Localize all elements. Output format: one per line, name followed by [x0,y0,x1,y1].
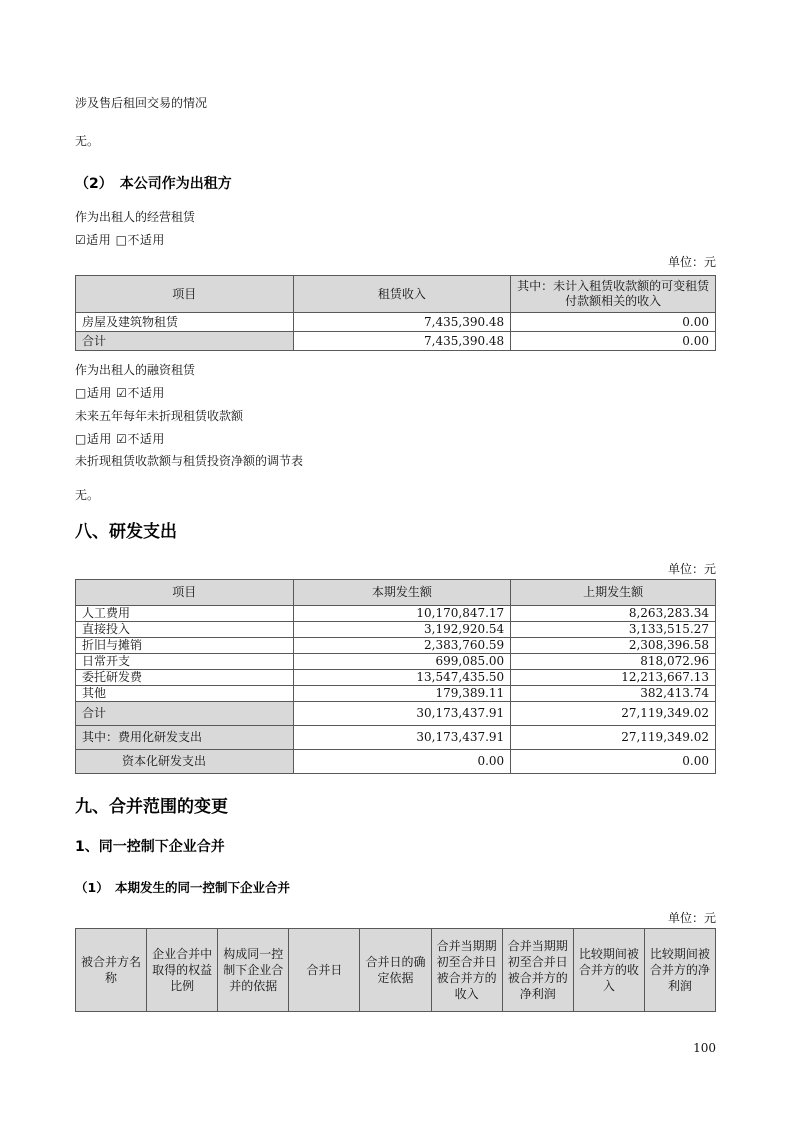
row-value: 0.00 [511,332,716,351]
column-header: 比较期间被合并方的净利润 [644,929,715,1012]
row-value: 27,119,349.02 [511,702,716,726]
row-value: 382,413.74 [511,686,716,702]
row-label: 其中：费用化研发支出 [76,726,294,750]
row-value: 13,547,435.50 [293,670,511,686]
page-number: 100 [693,1041,716,1055]
heading-company-as-lessor: （2） 本公司作为出租方 [75,176,232,192]
row-label: 房屋及建筑物租赁 [76,313,294,332]
row-label: 其他 [76,686,294,702]
heading-common-control-merger: 1、同一控制下企业合并 [75,839,225,855]
table-row [76,702,716,726]
row-value: 7,435,390.48 [293,332,511,351]
none-statement-2: 无。 [75,488,100,502]
operating-lease-table [75,275,716,351]
table-row [76,670,716,686]
unit-label: 单位：元 [667,562,716,576]
row-value: 3,133,515.27 [511,622,716,638]
operating-lease-label: 作为出租人的经营租赁 [75,210,196,224]
applicability-line-operating: ☑适用 □不适用 [75,233,165,247]
column-header: 其中：未计入租赁收款额的可变租赁付款额相关的收入 [511,276,716,313]
column-header: 企业合并中取得的权益比例 [147,929,218,1012]
row-label: 直接投入 [76,622,294,638]
rd-expenditure-table [75,579,716,774]
table-header-row [76,276,716,313]
merger-table [75,928,716,1012]
column-header: 项目 [76,580,294,606]
column-header: 上期发生额 [511,580,716,606]
none-statement-1: 无。 [75,134,100,148]
row-label: 折旧与摊销 [76,638,294,654]
row-value: 30,173,437.91 [293,702,511,726]
column-header: 合并当期期初至合并日被合并方的收入 [431,929,502,1012]
table-row [76,654,716,670]
heading-consolidation-scope-change: 九、合并范围的变更 [75,797,228,817]
column-header: 本期发生额 [293,580,511,606]
row-value: 8,263,283.34 [511,606,716,622]
row-label: 日常开支 [76,654,294,670]
page-content [75,95,716,1012]
column-header: 合并当期期初至合并日被合并方的净利润 [502,929,573,1012]
table-header-row [76,929,716,1012]
unit-label: 单位：元 [667,255,716,269]
column-header: 项目 [76,276,294,313]
row-value: 0.00 [511,313,716,332]
unit-label: 单位：元 [667,911,716,925]
row-value: 0.00 [511,750,716,774]
row-value: 27,119,349.02 [511,726,716,750]
table-row [76,726,716,750]
row-value: 818,072.96 [511,654,716,670]
column-header: 租赁收入 [293,276,511,313]
table-header-row [76,580,716,606]
row-value: 2,383,760.59 [293,638,511,654]
applicability-line-finance: □适用 ☑不适用 [75,386,165,400]
row-label: 委托研发费 [76,670,294,686]
future-receipts-label: 未来五年每年未折现租赁收款额 [75,409,244,423]
reconciliation-label: 未折现租赁收款额与租赁投资净额的调节表 [75,454,304,468]
table-row [76,313,716,332]
column-header: 被合并方名称 [76,929,147,1012]
table-row [76,638,716,654]
row-value: 7,435,390.48 [293,313,511,332]
column-header: 合并日 [289,929,360,1012]
table-row [76,622,716,638]
row-value: 3,192,920.54 [293,622,511,638]
row-label: 合计 [76,702,294,726]
row-label: 人工费用 [76,606,294,622]
table-row [76,606,716,622]
row-value: 2,308,396.58 [511,638,716,654]
table-row [76,686,716,702]
row-value: 12,213,667.13 [511,670,716,686]
finance-lease-label: 作为出租人的融资租赁 [75,363,196,377]
row-label: 合计 [76,332,294,351]
column-header: 合并日的确定依据 [360,929,431,1012]
row-value: 0.00 [293,750,511,774]
row-value: 10,170,847.17 [293,606,511,622]
row-value: 699,085.00 [293,654,511,670]
table-row [76,750,716,774]
sale-leaseback-note: 涉及售后租回交易的情况 [75,96,208,110]
heading-rd-expenditure: 八、研发支出 [75,522,177,542]
row-label: 资本化研发支出 [76,750,294,774]
applicability-line-future: □适用 ☑不适用 [75,432,165,446]
row-value: 179,389.11 [293,686,511,702]
column-header: 构成同一控制下企业合并的依据 [218,929,289,1012]
heading-current-period-merger: （1） 本期发生的同一控制下企业合并 [75,880,290,895]
row-value: 30,173,437.91 [293,726,511,750]
table-row [76,332,716,351]
column-header: 比较期间被合并方的收入 [573,929,644,1012]
